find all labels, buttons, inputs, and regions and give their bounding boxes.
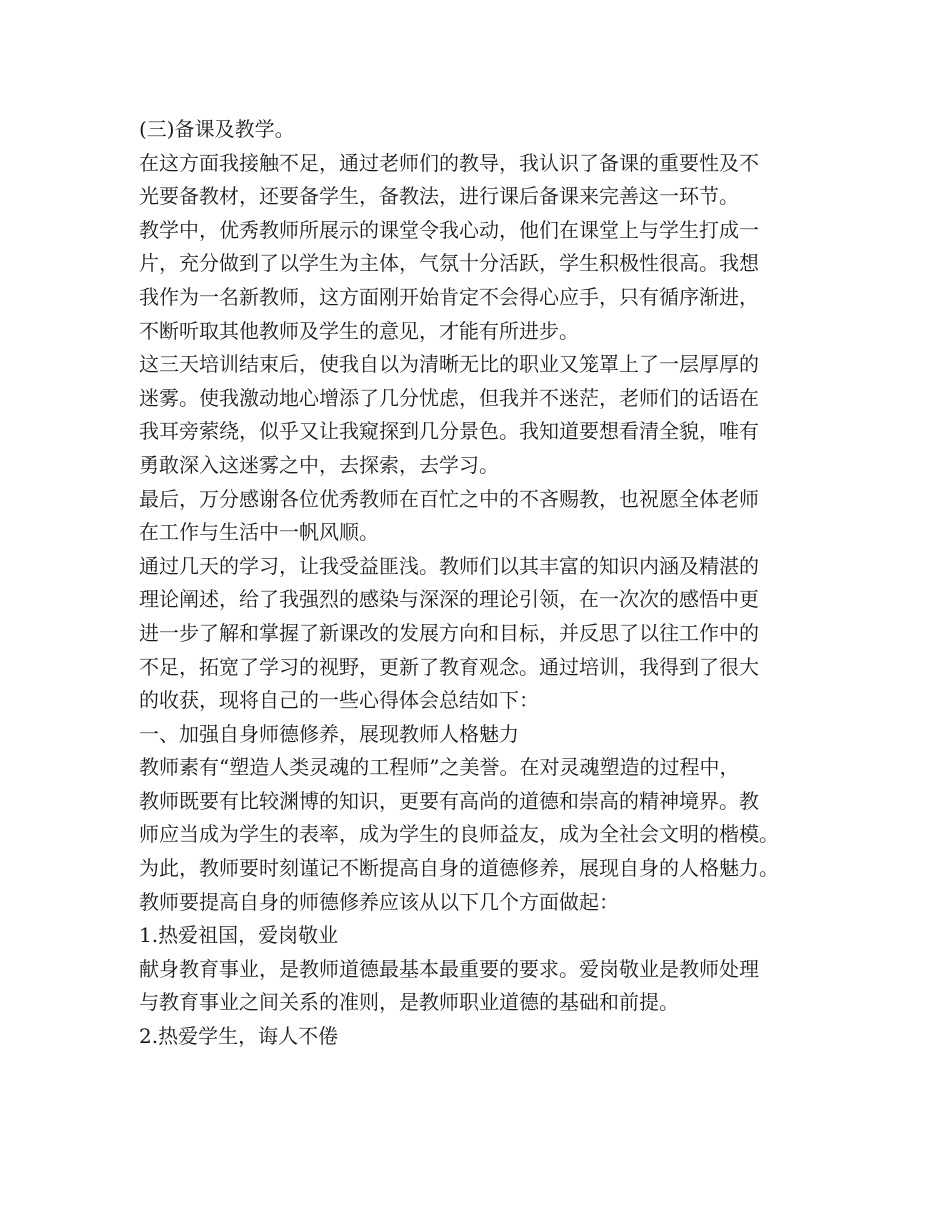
text-line: 教师既要有比较渊博的知识，更要有高尚的道德和崇高的精神境界。教	[139, 788, 759, 813]
text-line: 迷雾。使我激动地心增添了几分忧虑，但我并不迷茫，老师们的话语在	[139, 385, 759, 410]
text-line: 勇敢深入这迷雾之中，去探索，去学习。	[139, 452, 499, 477]
text-line: 1.热爱祖国，爱岗敬业	[139, 923, 339, 948]
text-line: 光要备教材，还要备学生，备教法，进行课后备课来完善这一环节。	[139, 184, 739, 209]
text-line: 一、加强自身师德修养，展现教师人格魅力	[139, 721, 519, 746]
text-line: 教师素有“塑造人类灵魂的工程师”之美誉。在对灵魂塑造的过程中，	[139, 755, 740, 780]
text-line: 在这方面我接触不足，通过老师们的教导，我认识了备课的重要性及不	[139, 150, 759, 175]
text-line: 与教育事业之间关系的准则，是教师职业道德的基础和前提。	[139, 990, 679, 1015]
text-line: 不足，拓宽了学习的视野，更新了教育观念。通过培训，我得到了很大	[139, 654, 759, 679]
text-line: 这三天培训结束后，使我自以为清晰无比的职业又笼罩上了一层厚厚的	[139, 352, 759, 377]
text-line: 我耳旁萦绕，似乎又让我窥探到几分景色。我知道要想看清全貌，唯有	[139, 419, 759, 444]
text-line: 的收获，现将自己的一些心得体会总结如下：	[139, 688, 539, 713]
text-line: 通过几天的学习，让我受益匪浅。教师们以其丰富的知识内涵及精湛的	[139, 553, 759, 578]
text-line: 我作为一名新教师，这方面刚开始肯定不会得心应手，只有循序渐进，	[139, 284, 759, 309]
text-line: 教学中，优秀教师所展示的课堂令我心动，他们在课堂上与学生打成一	[139, 217, 759, 242]
text-line: (三)备课及教学。	[139, 117, 295, 141]
text-line: 2.热爱学生，诲人不倦	[139, 1024, 339, 1049]
text-line: 不断听取其他教师及学生的意见，才能有所进步。	[139, 318, 579, 343]
text-line: 师应当成为学生的表率，成为学生的良师益友，成为全社会文明的楷模。	[139, 822, 779, 847]
text-line: 进一步了解和掌握了新课改的发展方向和目标，并反思了以往工作中的	[139, 620, 759, 645]
document-body	[139, 113, 839, 1054]
text-line: 片，充分做到了以学生为主体，气氛十分活跃，学生积极性很高。我想	[139, 251, 759, 276]
text-line: 为此，教师要时刻谨记不断提高自身的道德修养，展现自身的人格魅力。	[139, 856, 779, 881]
text-line: 献身教育事业，是教师道德最基本最重要的要求。爱岗敬业是教师处理	[139, 956, 759, 981]
text-line: 在工作与生活中一帆风顺。	[139, 520, 379, 545]
text-line: 理论阐述，给了我强烈的感染与深深的理论引领，在一次次的感悟中更	[139, 587, 759, 612]
text-line: 教师要提高自身的师德修养应该从以下几个方面做起：	[139, 889, 619, 914]
text-line: 最后，万分感谢各位优秀教师在百忙之中的不吝赐教，也祝愿全体老师	[139, 486, 759, 511]
